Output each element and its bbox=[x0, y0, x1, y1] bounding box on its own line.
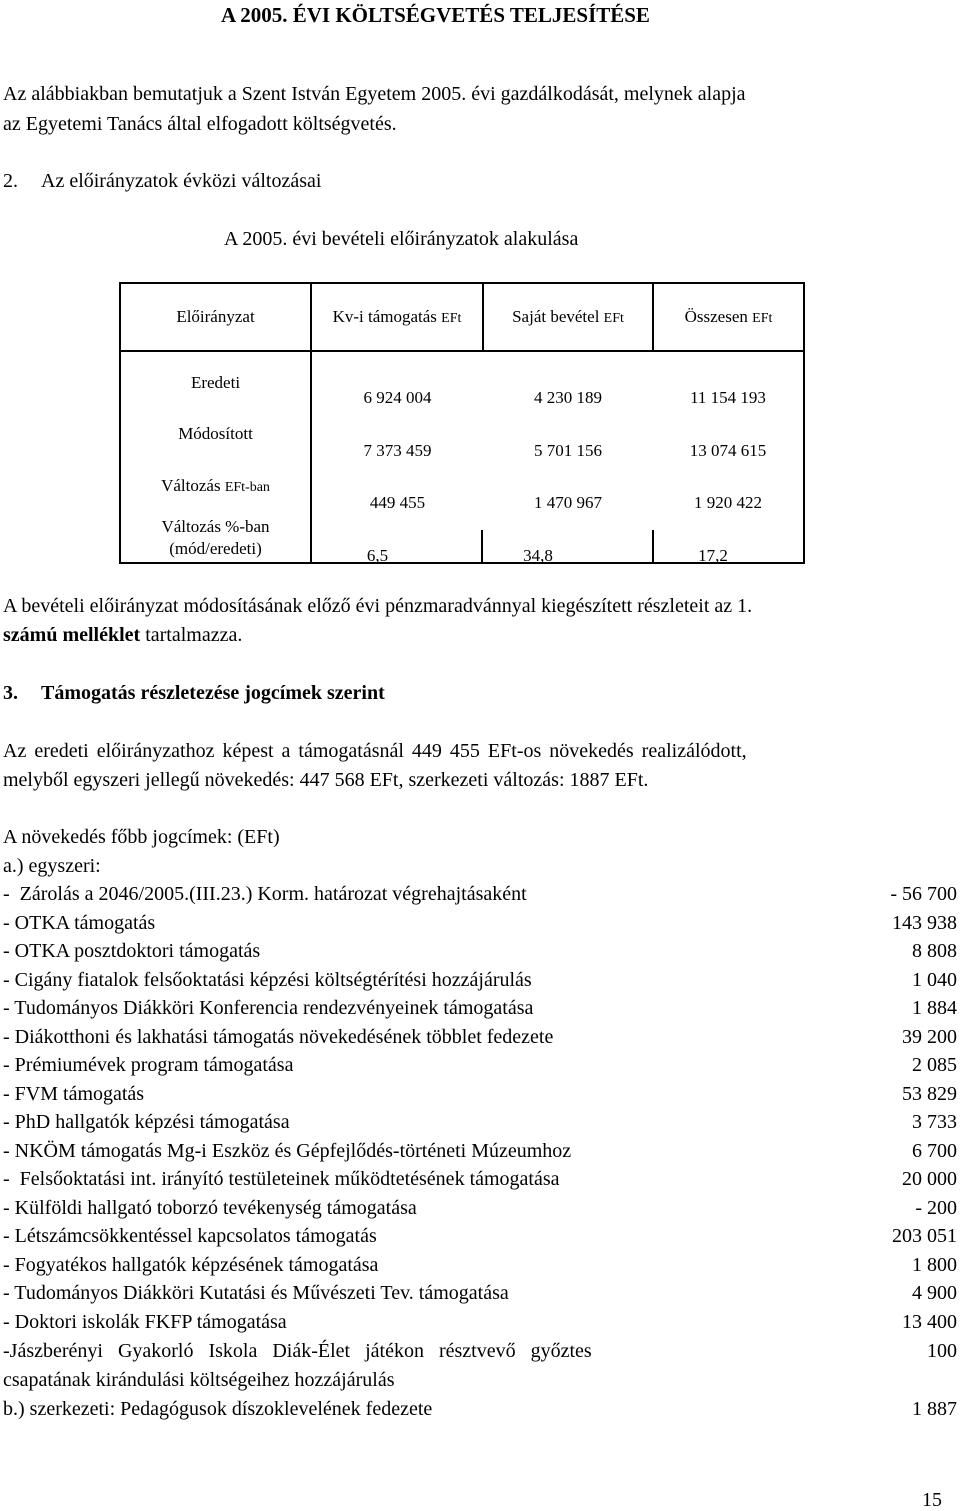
header-unit: EFt bbox=[603, 311, 624, 326]
list-item bbox=[0, 998, 960, 1022]
item-label: - OTKA posztdoktori támogatás bbox=[3, 940, 261, 962]
header-osszesen bbox=[653, 283, 804, 351]
list-item bbox=[0, 1055, 960, 1079]
item-value: 2 085 bbox=[912, 1054, 957, 1076]
item-value: 6 700 bbox=[912, 1140, 957, 1162]
list-item bbox=[0, 1169, 960, 1193]
item-label: - FVM támogatás bbox=[3, 1083, 145, 1105]
item-value: 20 000 bbox=[902, 1168, 957, 1190]
list-item bbox=[0, 1027, 960, 1051]
row-label-valtozas-pct: Változás %-ban bbox=[161, 517, 270, 536]
cell-kv-modositott: 7 373 459 bbox=[363, 441, 432, 460]
table-caption: A 2005. évi bevételi előirányzatok alakulása bbox=[224, 228, 579, 250]
cell-sajat-valtozas: 1 470 967 bbox=[534, 493, 602, 512]
item-value: 203 051 bbox=[892, 1225, 957, 1247]
list-item bbox=[0, 1283, 960, 1307]
cell-kv-valtozas: 449 455 bbox=[369, 493, 426, 512]
item-value: 1 800 bbox=[912, 1254, 957, 1276]
list-item bbox=[0, 970, 960, 994]
list-item bbox=[0, 913, 960, 937]
header-unit: EFt bbox=[441, 311, 462, 326]
group-a-label: a.) egyszeri: bbox=[3, 855, 101, 877]
header-sajat bbox=[483, 283, 653, 351]
list-item bbox=[0, 1112, 960, 1136]
list-item bbox=[0, 1312, 960, 1336]
item-label: - Doktori iskolák FKFP támogatása bbox=[3, 1311, 287, 1333]
item-value: - 56 700 bbox=[890, 883, 957, 905]
item-value: 8 808 bbox=[912, 940, 957, 962]
item-label: - PhD hallgatók képzési támogatása bbox=[3, 1111, 290, 1133]
page-number: 15 bbox=[922, 1489, 942, 1511]
cell-sajat-pct: 34,8 bbox=[523, 546, 553, 565]
item-b-value: 1 887 bbox=[912, 1398, 957, 1420]
item-label: - Tudományos Diákköri Kutatási és Művészeti Tev. támogatása bbox=[3, 1282, 509, 1304]
header-label: Összesen bbox=[684, 307, 748, 326]
item-value: 4 900 bbox=[912, 1282, 957, 1304]
para-line-1: Az eredeti előirányzathoz képest a támogatásnál 449 455 EFt-os növekedés realizálódott, bbox=[3, 740, 747, 762]
item-jaszbereny-line-2: csapatának kirándulási költségeihez hozzájárulás bbox=[3, 1369, 395, 1391]
header-eloiranyzat bbox=[120, 283, 311, 351]
item-value: 3 733 bbox=[912, 1111, 957, 1133]
item-b-label: b.) szerkezeti: Pedagógusok díszoklevelének fedezete bbox=[3, 1398, 433, 1420]
item-value: 143 938 bbox=[892, 912, 957, 934]
row-label-modositott: Módosított bbox=[178, 424, 253, 443]
item-value: - 200 bbox=[915, 1197, 957, 1219]
list-item bbox=[0, 1198, 960, 1222]
table-divider bbox=[652, 530, 654, 562]
item-jaszbereny-line-1: -Jászberényi Gyakorló Iskola Diák-Élet játékon résztvevő győztes bbox=[3, 1340, 592, 1362]
item-value: 1 040 bbox=[912, 969, 957, 991]
item-label: - Zárolás a 2046/2005.(III.23.) Korm. határozat végrehajtásaként bbox=[3, 883, 527, 905]
item-label: - Létszámcsökkentéssel kapcsolatos támogatás bbox=[3, 1225, 377, 1247]
table-header-row bbox=[120, 283, 804, 351]
budget-table bbox=[119, 282, 805, 564]
header-unit: EFt bbox=[752, 311, 773, 326]
cell-osszesen-valtozas: 1 920 422 bbox=[694, 493, 762, 512]
item-label: - Tudományos Diákköri Konferencia rendezvényeinek támogatása bbox=[3, 997, 534, 1019]
note-line-2: számú melléklet tartalmazza. bbox=[3, 624, 243, 646]
item-value: 53 829 bbox=[902, 1083, 957, 1105]
intro-line-2: az Egyetemi Tanács által elfogadott költségvetés. bbox=[3, 113, 397, 135]
para-line-2: melyből egyszeri jellegű növekedés: 447 568 EFt, szerkezeti változás: 1887 EFt. bbox=[3, 769, 649, 791]
cell-osszesen-pct: 17,2 bbox=[698, 546, 728, 565]
cell-osszesen-eredeti: 11 154 193 bbox=[690, 388, 766, 407]
section-3-number: 3. bbox=[3, 682, 18, 704]
list-item bbox=[0, 1226, 960, 1250]
list-item bbox=[0, 884, 960, 908]
row-labels-cell bbox=[120, 351, 311, 563]
cell-osszesen-modositott: 13 074 615 bbox=[689, 441, 767, 460]
item-value: 39 200 bbox=[902, 1026, 957, 1048]
table-body-row bbox=[120, 351, 804, 563]
item-label: - Felsőoktatási int. irányító testületeinek működtetésének támogatása bbox=[3, 1168, 560, 1190]
note-line-1: A bevételi előirányzat módosításának előző évi pénzmaradvánnyal kiegészített részleteit az 1. bbox=[3, 595, 753, 617]
header-label: Kv-i támogatás bbox=[332, 307, 437, 326]
item-label: - NKÖM támogatás Mg-i Eszköz és Gépfejlődés-történeti Múzeumhoz bbox=[3, 1140, 572, 1162]
cell-sajat-eredeti: 4 230 189 bbox=[534, 388, 602, 407]
item-label: - Fogyatékos hallgatók képzésének támogatása bbox=[3, 1254, 379, 1276]
section-2-number: 2. bbox=[3, 170, 18, 192]
section-3-title: Támogatás részletezése jogcímek szerint bbox=[41, 682, 385, 704]
item-label: - Prémiumévek program támogatása bbox=[3, 1054, 294, 1076]
row-label-valtozas-eft: Változás EFt-ban bbox=[161, 476, 270, 495]
item-label: - Külföldi hallgató toborzó tevékenység támogatása bbox=[3, 1197, 417, 1219]
list-item bbox=[0, 1084, 960, 1108]
item-value: 1 884 bbox=[912, 997, 957, 1019]
item-label: - OTKA támogatás bbox=[3, 912, 156, 934]
table-divider bbox=[481, 530, 483, 562]
jogcimek-title: A növekedés főbb jogcímek: (EFt) bbox=[3, 826, 280, 848]
sajat-column bbox=[483, 351, 653, 563]
intro-line-1: Az alábbiakban bemutatjuk a Szent István Egyetem 2005. évi gazdálkodását, melynek alapja bbox=[3, 83, 746, 105]
row-label-valtozas-pct-sub: (mód/eredeti) bbox=[169, 539, 262, 558]
header-label: Előirányzat bbox=[176, 307, 255, 326]
list-item bbox=[0, 1255, 960, 1279]
kv-column bbox=[311, 351, 483, 563]
cell-kv-pct: 6,5 bbox=[366, 546, 389, 565]
cell-sajat-modositott: 5 701 156 bbox=[534, 441, 602, 460]
item-label: - Diákotthoni és lakhatási támogatás növekedésének többlet fedezete bbox=[3, 1026, 554, 1048]
cell-kv-eredeti: 6 924 004 bbox=[363, 388, 432, 407]
page-title: A 2005. ÉVI KÖLTSÉGVETÉS TELJESÍTÉSE bbox=[221, 3, 650, 27]
header-kv bbox=[311, 283, 483, 351]
osszesen-column bbox=[653, 351, 804, 563]
row-label-eredeti: Eredeti bbox=[190, 373, 241, 392]
item-value: 13 400 bbox=[902, 1311, 957, 1333]
item-label: - Cigány fiatalok felsőoktatási képzési költségtérítési hozzájárulás bbox=[3, 969, 532, 991]
list-item bbox=[0, 1141, 960, 1165]
section-2-title: Az előirányzatok évközi változásai bbox=[41, 170, 322, 192]
header-label: Saját bevétel bbox=[512, 307, 600, 326]
item-jaszbereny-value: 100 bbox=[927, 1340, 957, 1362]
list-item bbox=[0, 941, 960, 965]
annex-reference: számú melléklet bbox=[3, 624, 141, 646]
